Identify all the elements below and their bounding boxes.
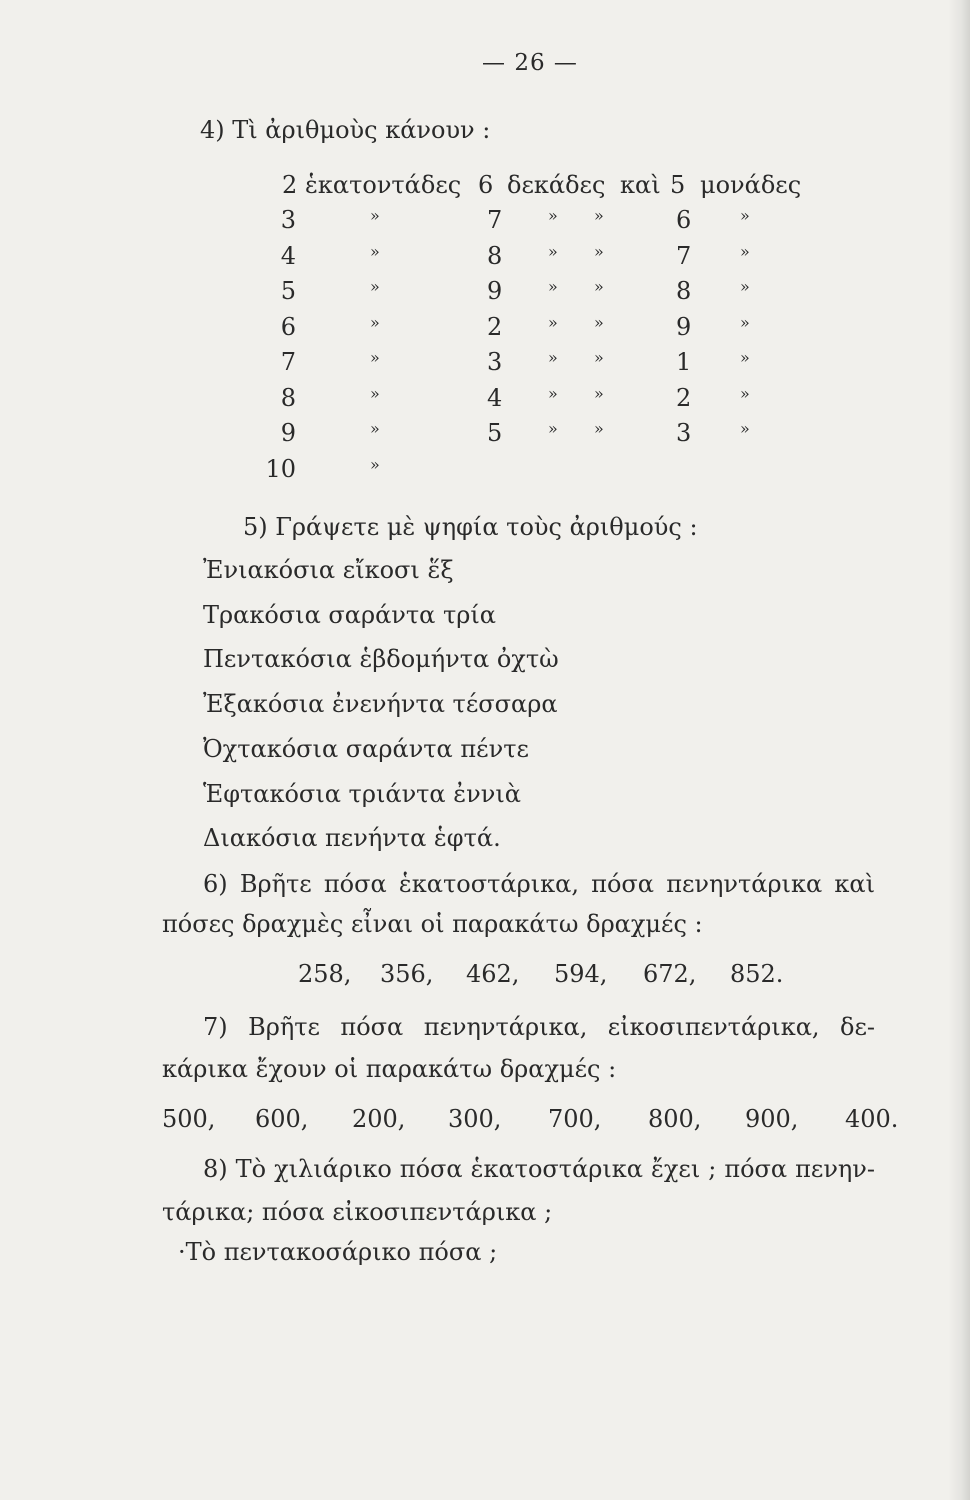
number-value: 400.	[845, 1105, 899, 1133]
table-cell: »	[548, 419, 558, 438]
table-cell: »	[548, 206, 558, 225]
number-value: 700,	[548, 1105, 602, 1133]
table-cell: »	[370, 455, 380, 474]
table-cell: 3	[676, 419, 692, 447]
table-cell: »	[370, 242, 380, 261]
number-value: 852.	[730, 960, 784, 988]
table-cell: »	[370, 384, 380, 403]
table-cell: »	[740, 242, 750, 261]
list-item: Τρακόσια σαράντα τρία	[203, 601, 497, 629]
table-cell: 4	[487, 384, 503, 412]
number-value: 356,	[380, 960, 434, 988]
list-item: Ἑφτακόσια τριάντα ἐννιὰ	[203, 780, 521, 808]
number-value: 800,	[648, 1105, 702, 1133]
table-cell: »	[594, 419, 604, 438]
table-cell: »	[740, 206, 750, 225]
exercise-4-heading: 4) Τὶ ἀριθμοὺς κάνουν :	[200, 116, 491, 144]
number-value: 462,	[466, 960, 520, 988]
table-cell: 5	[670, 171, 686, 199]
table-cell: δεκάδες	[507, 171, 606, 199]
table-cell: 8	[280, 384, 296, 412]
number-value: 300,	[448, 1105, 502, 1133]
table-cell: »	[548, 277, 558, 296]
table-cell: 7	[676, 242, 692, 270]
table-cell: »	[740, 348, 750, 367]
table-cell: 6	[478, 171, 494, 199]
table-cell: 7	[280, 348, 296, 376]
table-cell: 3	[280, 206, 296, 234]
table-cell: »	[740, 277, 750, 296]
table-cell: »	[370, 419, 380, 438]
table-cell: »	[594, 313, 604, 332]
table-cell: 2	[676, 384, 692, 412]
table-cell: 5	[280, 277, 296, 305]
list-item: Ὀχτακόσια σαράντα πέντε	[203, 735, 529, 763]
table-cell: ἑκατοντάδες	[305, 171, 462, 199]
list-item: Ἐνιακόσια εἴκοσι ἕξ	[203, 556, 454, 584]
table-cell: »	[740, 384, 750, 403]
table-cell: 8	[487, 242, 503, 270]
table-cell: 6	[676, 206, 692, 234]
number-value: 672,	[643, 960, 697, 988]
number-value: 258,	[298, 960, 352, 988]
table-cell: 9	[280, 419, 296, 447]
table-cell: »	[594, 277, 604, 296]
list-item: Διακόσια πενήντα ἑφτά.	[203, 824, 501, 852]
table-cell: 9	[676, 313, 692, 341]
number-value: 594,	[554, 960, 608, 988]
table-cell: 2	[282, 171, 298, 199]
number-value: 900,	[745, 1105, 799, 1133]
table-cell: »	[594, 206, 604, 225]
table-cell: 6	[280, 313, 296, 341]
table-cell: »	[370, 277, 380, 296]
table-cell: »	[740, 419, 750, 438]
table-cell: 7	[487, 206, 503, 234]
exercise-5-heading: 5) Γράψετε μὲ ψηφία τοὺς ἀριθμούς :	[243, 513, 698, 541]
table-cell: »	[740, 313, 750, 332]
table-cell: »	[548, 348, 558, 367]
page-shadow	[948, 0, 970, 1500]
page-number: — 26 —	[482, 50, 578, 76]
list-item: Ἐξακόσια ἐνενήντα τέσσαρα	[203, 690, 558, 718]
table-cell: »	[548, 242, 558, 261]
exercise-8-line-1: 8) Τὸ χιλιάρικο πόσα ἑκατοστάρικα ἔχει ; πόσα πενην-	[203, 1155, 875, 1183]
table-cell: »	[548, 384, 558, 403]
table-cell: 1	[676, 348, 692, 376]
table-cell: »	[370, 206, 380, 225]
exercise-7-line-2: κάρικα ἔχουν οἱ παρακάτω δραχμές :	[162, 1055, 617, 1083]
number-value: 200,	[352, 1105, 406, 1133]
number-value: 600,	[255, 1105, 309, 1133]
table-cell: 3	[487, 348, 503, 376]
table-cell: 4	[280, 242, 296, 270]
exercise-6-line-2: πόσες δραχμὲς εἶναι οἱ παρακάτω δραχμές :	[162, 910, 703, 938]
table-cell: 2	[487, 313, 503, 341]
table-cell: »	[594, 384, 604, 403]
table-cell: »	[594, 242, 604, 261]
exercise-6-line-1: 6) Βρῆτε πόσα ἑκατοστάρικα, πόσα πενηντάρικα καὶ	[203, 870, 875, 898]
table-cell: »	[370, 313, 380, 332]
table-cell: »	[370, 348, 380, 367]
table-cell: μονάδες	[700, 171, 802, 199]
list-item: Πεντακόσια ἑβδομήντα ὀχτὼ	[203, 645, 559, 673]
table-cell: »	[594, 348, 604, 367]
exercise-8-line-2: τάρικα; πόσα εἰκοσιπεντάρικα ;	[162, 1198, 553, 1226]
table-cell: 9	[487, 277, 503, 305]
table-cell: καὶ	[620, 171, 661, 199]
exercise-7-line-1: 7) Βρῆτε πόσα πενηντάρικα, εἰκοσιπεντάρικα, δε-	[203, 1013, 875, 1041]
number-value: 500,	[162, 1105, 216, 1133]
table-cell: 10	[265, 455, 296, 483]
table-cell: »	[548, 313, 558, 332]
table-cell: 5	[487, 419, 503, 447]
exercise-8-line-3: ·Τὸ πεντακοσάρικο πόσα ;	[178, 1238, 498, 1266]
table-cell: 8	[676, 277, 692, 305]
